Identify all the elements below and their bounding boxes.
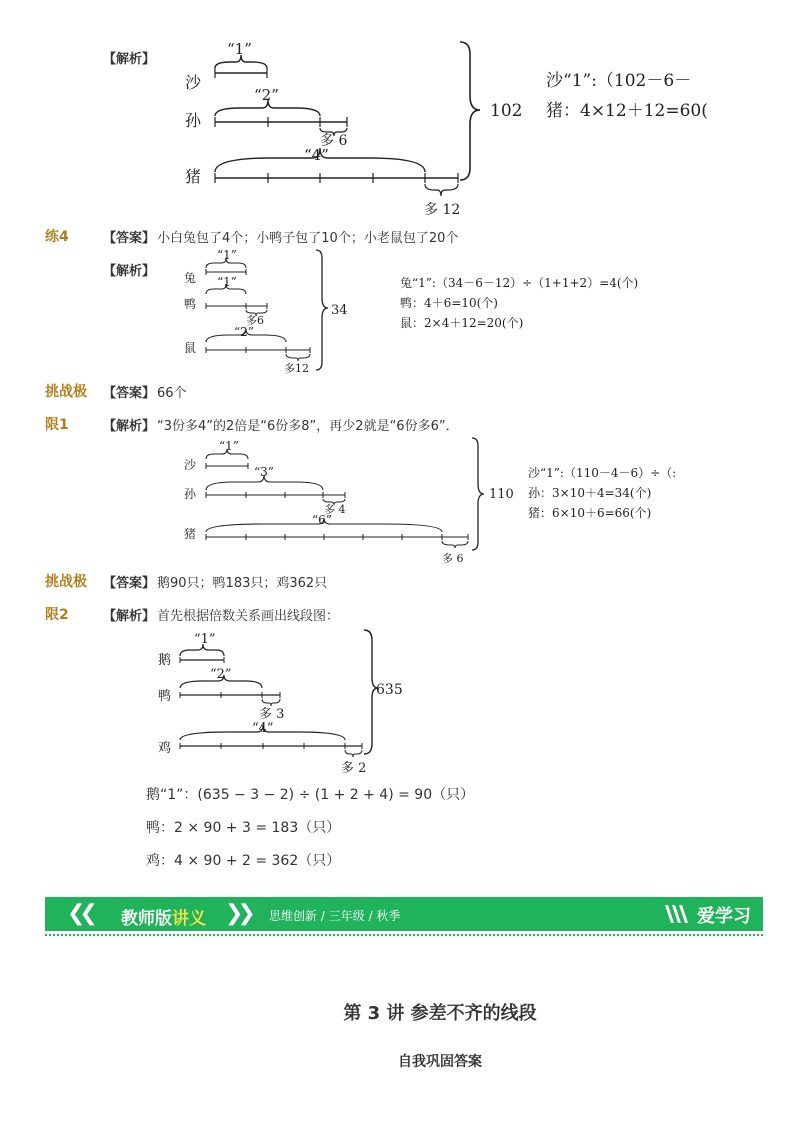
brand-logo: 爱学习: [697, 906, 751, 927]
brace-label: “1”: [219, 439, 239, 453]
brace-label: “4”: [252, 721, 274, 736]
brace-label: “1”: [217, 275, 237, 289]
brace-label: “1”: [227, 40, 252, 58]
jiexi-label: 【解析】: [103, 609, 156, 624]
jiexi-label: 【解析】: [103, 264, 156, 279]
equation-line: 兔“1”:（34－6－12）÷（1+1+2）=4(个): [400, 276, 639, 290]
brace-label: “4”: [304, 146, 329, 164]
answer-label: 【答案】: [103, 231, 156, 246]
jiexi-label: 【解析】: [103, 419, 156, 434]
row-label: 猪: [184, 527, 197, 541]
brace-label: “2”: [210, 667, 232, 682]
row-label: 鸡: [158, 741, 172, 756]
equation-line: 沙“1”:（102－6－: [546, 71, 692, 91]
segment-diagram-1: [180, 40, 540, 220]
jiexi-label: 【解析】: [103, 52, 156, 67]
row-label: 沙: [185, 73, 202, 92]
equation-line: 沙“1”:（110－4－6）÷（:: [528, 466, 677, 480]
logo-icon: [663, 903, 693, 929]
banner-subtitle: 思维创新 / 三年级 / 秋季: [269, 909, 401, 923]
analysis-text: 首先根据倍数关系画出线段图：: [157, 609, 340, 624]
total-label: 34: [331, 303, 348, 318]
row-label: 猪: [185, 167, 202, 186]
extra-label: 多6: [246, 314, 264, 327]
extra-label: 多 3: [259, 707, 285, 722]
equation-line: 鸭：4＋6=10(个): [400, 296, 498, 310]
answer-label: 【答案】: [103, 386, 156, 401]
section-tag: 限2: [45, 607, 69, 623]
row-label: 沙: [184, 458, 197, 472]
brace-label: “1”: [217, 248, 237, 262]
brace-label: “1”: [194, 632, 216, 647]
row-label: 孙: [184, 487, 197, 501]
extra-label: 多 2: [341, 761, 367, 776]
equation-line: 鼠：2×4＋12=20(个): [400, 316, 524, 330]
section-tag: 练4: [45, 229, 69, 245]
equation-line: 鹅“1”：(635 − 3 − 2) ÷ (1 + 2 + 4) = 90（只）: [146, 787, 475, 803]
answer-text: 66个: [157, 386, 187, 401]
section-tag: 限1: [45, 417, 69, 433]
row-label: 鹅: [158, 653, 172, 668]
row-label: 兔: [184, 271, 197, 285]
brace-label: “3”: [254, 465, 274, 479]
section-tag: 挑战极: [45, 384, 87, 400]
row-label: 孙: [185, 111, 202, 130]
brace-label: “2”: [234, 325, 254, 339]
lecture-subtitle: 自我巩固答案: [398, 1054, 482, 1070]
row-label: 鸭: [158, 689, 172, 704]
extra-label: 多 6: [442, 552, 464, 565]
total-label: 110: [489, 487, 514, 502]
total-label: 102: [490, 101, 523, 121]
lecture-title: 第 3 讲 参差不齐的线段: [343, 1003, 537, 1024]
row-label: 鸭: [184, 297, 197, 311]
equation-line: 猪：4×12＋12=60(: [546, 101, 708, 121]
answer-text: 小白兔包了4个；小鸭子包了10个；小老鼠包了20个: [157, 231, 459, 246]
dotted-divider: [45, 934, 763, 936]
equation-line: 孙：3×10＋4=34(个): [528, 486, 652, 500]
segment-diagram-3: [184, 436, 524, 566]
brace-label: “2”: [254, 86, 279, 104]
analysis-text: “3份多4”的2倍是“6份多8”，再少2就是“6份多6”．: [157, 419, 459, 434]
row-label: 鼠: [184, 341, 197, 355]
segment-diagram-2: [184, 248, 384, 378]
section-tag: 挑战极: [45, 574, 87, 590]
equation-line: 猪：6×10＋6=66(个): [528, 506, 652, 520]
page-banner: [45, 897, 763, 931]
answer-text: 鹅90只；鸭183只；鸡362只: [157, 576, 328, 591]
brace-label: “6”: [312, 513, 332, 527]
equation-line: 鸭：2 × 90 + 3 = 183（只）: [146, 820, 341, 836]
extra-label: 多 4: [324, 503, 346, 516]
extra-label: 多 12: [424, 202, 461, 218]
answer-label: 【答案】: [103, 576, 156, 591]
segment-diagram-4: [158, 626, 438, 776]
total-label: 635: [376, 682, 403, 698]
equation-line: 鸡：4 × 90 + 2 = 362（只）: [146, 853, 341, 869]
extra-label: 多 6: [320, 133, 348, 149]
double-chevron-right-icon: ❯❯: [225, 901, 250, 926]
double-chevron-left-icon: ❮❮: [67, 901, 92, 926]
extra-label: 多12: [284, 362, 309, 375]
banner-title: 教师版讲义: [121, 909, 206, 929]
